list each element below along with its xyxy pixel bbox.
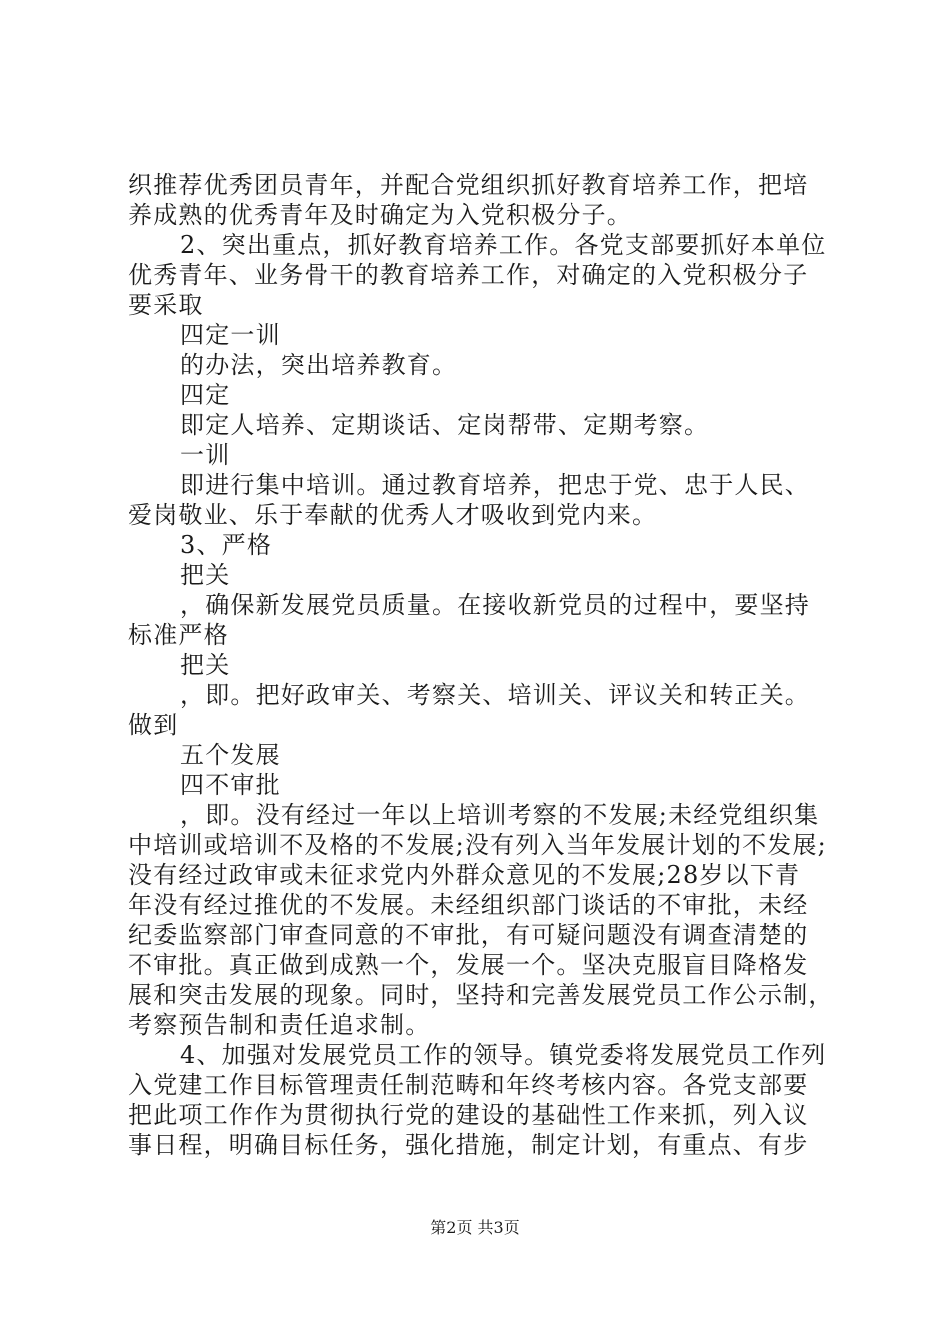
text-line: 事日程，明确目标任务，强化措施，制定计划，有重点、有步 [128, 1131, 809, 1159]
text-line: 要采取 [128, 291, 204, 319]
text-line: 展和突击发展的现象。同时，坚持和完善发展党员工作公示制， [128, 981, 834, 1009]
text-line: 标准严格 [128, 621, 229, 649]
text-line: 织推荐优秀团员青年，并配合党组织抓好教育培养工作，把培 [128, 171, 809, 199]
text-line: ，即。把好政审关、考察关、培训关、评议关和转正关。 [180, 681, 810, 709]
text-line: 五个发展 [180, 741, 281, 769]
text-line: 把此项工作作为贯彻执行党的建设的基础性工作来抓，列入议 [128, 1101, 809, 1129]
document-body [128, 170, 840, 1160]
text-line: 3、严格 [180, 531, 273, 559]
text-line: 爱岗敬业、乐于奉献的优秀人才吸收到党内来。 [128, 501, 658, 529]
text-line: 把关 [180, 651, 231, 679]
text-line: 四不审批 [180, 771, 281, 799]
text-line: 没有经过政审或未征求党内外群众意见的不发展;28岁以下青 [128, 861, 801, 889]
text-line: 优秀青年、业务骨干的教育培养工作，对确定的入党积极分子 [128, 261, 809, 289]
text-line: 中培训或培训不及格的不发展;没有列入当年发展计划的不发展; [128, 831, 827, 859]
text-line: ，确保新发展党员质量。在接收新党员的过程中，要坚持 [180, 591, 810, 619]
text-line: 一训 [180, 441, 231, 469]
text-line: 把关 [180, 561, 231, 589]
text-line: 即进行集中培训。通过教育培养，把忠于党、忠于人民、 [180, 471, 810, 499]
text-line: 养成熟的优秀青年及时确定为入党积极分子。 [128, 201, 632, 229]
text-line: 2、突出重点，抓好教育培养工作。各党支部要抓好本单位 [180, 231, 827, 259]
text-line: 不审批。真正做到成熟一个，发展一个。坚决克服盲目降格发 [128, 951, 809, 979]
text-line: 入党建工作目标管理责任制范畴和年终考核内容。各党支部要 [128, 1071, 809, 1099]
text-line: 年没有经过推优的不发展。未经组织部门谈话的不审批，未经 [128, 891, 809, 919]
text-line: 考察预告制和责任追求制。 [128, 1011, 431, 1039]
text-line: ，即。没有经过一年以上培训考察的不发展;未经党组织集 [180, 801, 820, 829]
text-line: 纪委监察部门审查同意的不审批，有可疑问题没有调查清楚的 [128, 921, 809, 949]
text-line: 四定 [180, 381, 231, 409]
text-line: 的办法，突出培养教育。 [180, 351, 458, 379]
text-line: 4、加强对发展党员工作的领导。镇党委将发展党员工作列 [180, 1041, 827, 1069]
page-footer: 第2页 共3页 [430, 1218, 520, 1237]
text-line: 做到 [128, 711, 179, 739]
text-line: 四定一训 [180, 321, 281, 349]
text-line: 即定人培养、定期谈话、定岗帮带、定期考察。 [180, 411, 710, 439]
